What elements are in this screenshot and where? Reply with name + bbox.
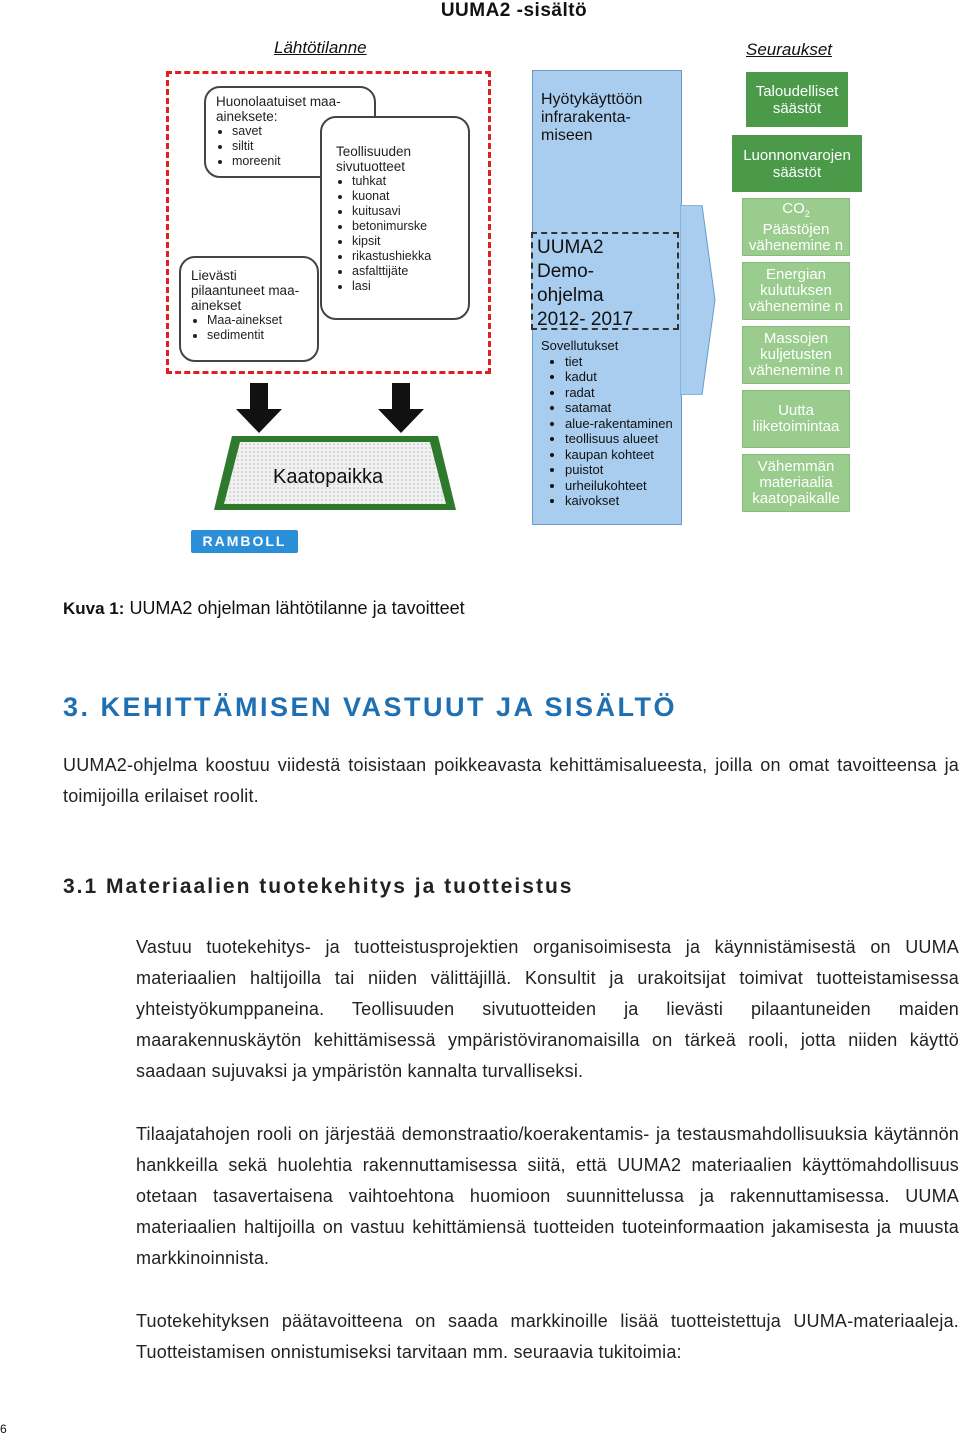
- list-item: • asfalttijäte: [352, 264, 458, 279]
- box-heading: Lievästi pilaantuneet maa-ainekset: [191, 268, 300, 313]
- applications-heading: Sovellutukset: [541, 338, 619, 353]
- list-item: • sedimentit: [207, 328, 307, 343]
- ramboll-logo: [191, 530, 298, 553]
- contaminated-soils-box: [179, 256, 319, 362]
- result-co2-reduction: [742, 198, 850, 256]
- list-item: • lasi: [352, 279, 458, 294]
- figure-caption: [63, 598, 465, 619]
- list-item: • savet: [232, 124, 364, 139]
- right-column-title: Seuraukset: [746, 40, 832, 59]
- demo-line: 2012- 2017: [537, 309, 634, 330]
- list-item: • radat: [565, 385, 676, 401]
- list-item: • puistot: [565, 462, 676, 478]
- list-item: • kuonat: [352, 189, 458, 204]
- list-item: • siltit: [232, 139, 364, 154]
- list-item: • alue-rakentaminen: [565, 416, 676, 432]
- applications-list: [541, 338, 676, 509]
- demo-line: Demo-: [537, 261, 595, 282]
- logo-text: RAMBOLL: [202, 533, 287, 549]
- demo-line: UUMA2: [537, 237, 604, 258]
- applications-items: [541, 354, 676, 509]
- list-item: • rikastushiekka: [352, 249, 458, 264]
- industrial-byproducts-box: [320, 116, 470, 320]
- list-item: • tiet: [565, 354, 676, 370]
- result-new-business: Uutta liiketoimintaa: [742, 390, 850, 448]
- list-item: • kuitusavi: [352, 204, 458, 219]
- result-resource-savings: Luonnonvarojen säästöt: [732, 135, 862, 192]
- paragraph-clients-role: Tilaajatahojen rooli on järjestää demonstraatio/koerakentamis- ja testausmahdollisuuksia käytännön hankkeilla sekä huolehtia rakennuttamisessa siitä, että UUMA2 materiaalien käyttömahdollisuus otetaan tasavertaisena vaihtoehtona huomioon suunnittelussa ja rakennuttamisessa. UUMA materiaalien haltijoilla on vastuu kehittämiensä tuotteiden tuoteinformaation jakamisesta ja muusta markkinoinnista.: [136, 1124, 959, 1268]
- right-arrow-shape: [680, 205, 716, 395]
- box-list: [336, 174, 458, 294]
- box-list: [191, 313, 307, 343]
- box-heading: Teollisuuden sivutuotteet: [336, 144, 412, 174]
- subsection-heading: 3.1 Materiaalien tuotekehitys ja tuotteistus: [63, 875, 574, 898]
- list-item: • kaupan kohteet: [565, 447, 676, 463]
- list-item: • urheilukohteet: [565, 478, 676, 494]
- paragraph-main-goal: Tuotekehityksen päätavoitteena on saada markkinoille lisää tuotteistettuja UUMA-materiaaleja. Tuotteistamisen onnistumiseksi tarvitaan mm. seuraavia tukitoimia:: [136, 1311, 959, 1362]
- utilization-title: Hyötykäyttöön infrarakenta-miseen: [541, 91, 643, 144]
- down-arrow-icon: [378, 383, 424, 433]
- list-item: • kadut: [565, 369, 676, 385]
- result-less-landfill: Vähemmän materiaalia kaatopaikalle: [742, 454, 850, 512]
- list-item: • betonimurske: [352, 219, 458, 234]
- list-item: • moreenit: [232, 154, 364, 169]
- result-energy-reduction: Energian kulutuksen vähenemine n: [742, 262, 850, 320]
- demo-program-box: [531, 232, 679, 330]
- co2-subscript: 2: [804, 208, 810, 219]
- list-item: • kipsit: [352, 234, 458, 249]
- caption-text: UUMA2 ohjelman lähtötilanne ja tavoitteet: [129, 598, 465, 618]
- co2-label: CO: [782, 199, 805, 217]
- demo-line: ohjelma: [537, 285, 604, 306]
- result-transport-reduction: Massojen kuljetusten vähenemine n: [742, 326, 850, 384]
- list-item: • kaivokset: [565, 493, 676, 509]
- list-item: • satamat: [565, 400, 676, 416]
- left-column-title: Lähtötilanne: [274, 38, 367, 57]
- down-arrow-icon: [236, 383, 282, 433]
- section-heading: 3. KEHITTÄMISEN VASTUUT JA SISÄLTÖ: [63, 692, 678, 722]
- landfill-label: Kaatopaikka: [273, 466, 384, 488]
- paragraph-responsibility: Vastuu tuotekehitys- ja tuotteistusprojektien organisoimisesta ja käynnistämisestä on UUMA materiaalien haltijoilla tai niiden välittäjillä. Konsultit ja urakoitsijat toimivat tuotteistamisessa yhteistyökumppaneina. Teollisuuden sivutuotteiden ja lievästi pilaantuneiden maiden maarakennuskäytön kehittämisessä ympäristöviranomaisilla on tärkeä rooli, jotta niiden käyttö saadaan sujuvaksi ja ympäristön kannalta turvalliseksi.: [136, 937, 959, 1081]
- list-item: • tuhkat: [352, 174, 458, 189]
- caption-label: Kuva 1:: [63, 599, 125, 618]
- co2-text: Päästöjen vähenemine n: [748, 220, 844, 254]
- list-item: • Maa-ainekset: [207, 313, 307, 328]
- co2-line: [782, 201, 810, 222]
- section-paragraph: UUMA2-ohjelma koostuu viidestä toisistaan poikkeavasta kehittämisalueesta, joilla on omat tavoitteensa ja toimijoilla erilaiset roolit.: [63, 755, 959, 806]
- page-number: 6: [0, 1422, 7, 1436]
- result-economic-savings: Taloudelliset säästöt: [746, 72, 848, 127]
- list-item: • teollisuus alueet: [565, 431, 676, 447]
- diagram-title: UUMA2 -sisältö: [440, 0, 588, 21]
- box-heading: Huonolaatuiset maa-aineksete:: [216, 94, 341, 124]
